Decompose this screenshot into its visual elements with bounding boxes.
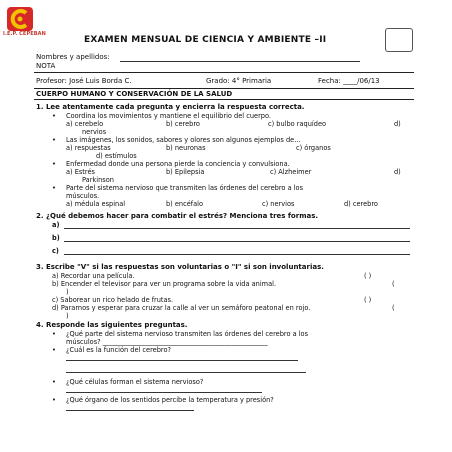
bullet-icon: • bbox=[52, 396, 56, 404]
q1-item-3-option-b[interactable]: b) Epilepsia bbox=[166, 168, 205, 176]
question-1-heading: 1. Lee atentamente cada pregunta y encierra la respuesta correcta. bbox=[36, 103, 305, 111]
grade-box[interactable] bbox=[385, 28, 413, 52]
bullet-icon: • bbox=[52, 346, 56, 354]
question-3-heading: 3. Escribe "V" si las respuestas son voluntarias o "I" si son involuntarias. bbox=[36, 263, 324, 271]
q3-item-b: b) Encender el televisor para ver un programa sobre la vida animal. bbox=[52, 280, 277, 288]
divider bbox=[34, 99, 414, 100]
question-2-heading: 2. ¿Qué debemos hacer para combatir el estrés? Menciona tres formas. bbox=[36, 212, 319, 220]
q3-item-c: c) Saborear un rico helado de frutas. bbox=[52, 296, 174, 304]
question-4-heading: 4. Responde las siguientes preguntas. bbox=[36, 321, 188, 329]
q1-item-4-option-a[interactable]: a) médula espinal bbox=[66, 200, 126, 208]
q3-item-c-answer[interactable]: ( ) bbox=[364, 296, 372, 304]
q1-item-2-option-a[interactable]: a) respuestas bbox=[66, 144, 111, 152]
q1-item-1-option-a[interactable]: a) cerebelo bbox=[66, 120, 104, 128]
answer-b-line[interactable] bbox=[64, 241, 410, 242]
answer-b-label: b) bbox=[52, 234, 60, 242]
q3-item-d-answer[interactable]: ( bbox=[392, 304, 395, 312]
q4-item-1: ¿Qué parte del sistema nervioso transmiten las órdenes del cerebro a los bbox=[66, 330, 309, 338]
q1-item-1-option-d-text: nervios bbox=[82, 128, 107, 136]
bullet-icon: • bbox=[52, 160, 56, 168]
q4-item-2-line[interactable] bbox=[66, 360, 298, 361]
bullet-icon: • bbox=[52, 378, 56, 386]
q3-item-d: d) Pararnos y esperar para cruzar la calle al ver un semáforo peatonal en rojo. bbox=[52, 304, 311, 312]
q1-item-3-option-d-text: Parkinson bbox=[82, 176, 114, 184]
grade-level: Grado: 4° Primaria bbox=[206, 77, 272, 85]
teacher-name: Profesor: José Luis Borda C. bbox=[36, 77, 132, 85]
q4-item-3-line[interactable] bbox=[66, 392, 262, 393]
q1-item-4-option-c[interactable]: c) nervios bbox=[262, 200, 295, 208]
q1-item-1-stem: Coordina los movimientos y mantiene el equilibrio del cuerpo. bbox=[66, 112, 271, 120]
bullet-icon: • bbox=[52, 330, 56, 338]
q4-item-3: ¿Qué células forman el sistema nervioso? bbox=[66, 378, 204, 386]
q3-item-b-closer: ) bbox=[66, 288, 69, 296]
name-label: Nombres y apellidos: bbox=[36, 53, 110, 61]
q4-item-4-line[interactable] bbox=[66, 410, 194, 411]
q1-item-4-stem: Parte del sistema nervioso que transmiten las órdenes del cerebro a los bbox=[66, 184, 304, 192]
q1-item-2-stem: Las imágenes, los sonidos, sabores y olores son algunos ejemplos de… bbox=[66, 136, 301, 144]
q1-item-4-option-b[interactable]: b) encéfalo bbox=[166, 200, 203, 208]
q4-item-2-line[interactable] bbox=[66, 372, 306, 373]
nota-label: NOTA bbox=[36, 62, 56, 70]
date-field: Fecha: ____/06/13 bbox=[318, 77, 380, 85]
exam-title: EXAMEN MENSUAL DE CIENCIA Y AMBIENTE –II bbox=[84, 35, 327, 45]
answer-c-line[interactable] bbox=[64, 254, 410, 255]
q4-item-2: ¿Cuál es la función del cerebro? bbox=[66, 346, 172, 354]
q1-item-1-option-c[interactable]: c) bulbo raquídeo bbox=[268, 120, 327, 128]
bullet-icon: • bbox=[52, 184, 56, 192]
bullet-icon: • bbox=[52, 112, 56, 120]
q3-item-a-answer[interactable]: ( ) bbox=[364, 272, 372, 280]
q4-item-4: ¿Qué órgano de los sentidos percibe la temperatura y presión? bbox=[66, 396, 274, 404]
q3-item-d-closer: ) bbox=[66, 312, 69, 320]
q1-item-3-stem: Enfermedad donde una persona pierde la conciencia y convulsiona. bbox=[66, 160, 290, 168]
q4-item-1-cont: músculos? __________________________________________________ bbox=[66, 338, 268, 346]
q1-item-4-option-d[interactable]: d) cerebro bbox=[344, 200, 378, 208]
divider bbox=[34, 72, 414, 73]
q1-item-2-option-c[interactable]: c) órganos bbox=[296, 144, 331, 152]
q1-item-2-option-b[interactable]: b) neuronas bbox=[166, 144, 206, 152]
divider bbox=[34, 88, 414, 89]
name-field[interactable] bbox=[120, 61, 360, 62]
school-name: I.E.P. CEPEBAN bbox=[3, 31, 46, 37]
q1-item-3-option-c[interactable]: c) Alzheimer bbox=[270, 168, 312, 176]
answer-a-line[interactable] bbox=[64, 228, 410, 229]
q3-item-b-answer[interactable]: ( bbox=[392, 280, 395, 288]
answer-a-label: a) bbox=[52, 221, 60, 229]
q1-item-3-option-a[interactable]: a) Estrés bbox=[66, 168, 95, 176]
bullet-icon: • bbox=[52, 136, 56, 144]
q1-item-1-option-b[interactable]: b) cerebro bbox=[166, 120, 200, 128]
q3-item-a: a) Recordar una película. bbox=[52, 272, 135, 280]
section-title: CUERPO HUMANO Y CONSERVACIÓN DE LA SALUD bbox=[36, 90, 233, 98]
q1-item-4-stem-cont: músculos. bbox=[66, 192, 100, 200]
answer-c-label: c) bbox=[52, 247, 59, 255]
school-logo-icon bbox=[6, 6, 34, 32]
q1-item-2-option-d[interactable]: d) estímulos bbox=[96, 152, 137, 160]
q1-item-3-option-d[interactable]: d) bbox=[394, 168, 401, 176]
q1-item-1-option-d[interactable]: d) bbox=[394, 120, 401, 128]
